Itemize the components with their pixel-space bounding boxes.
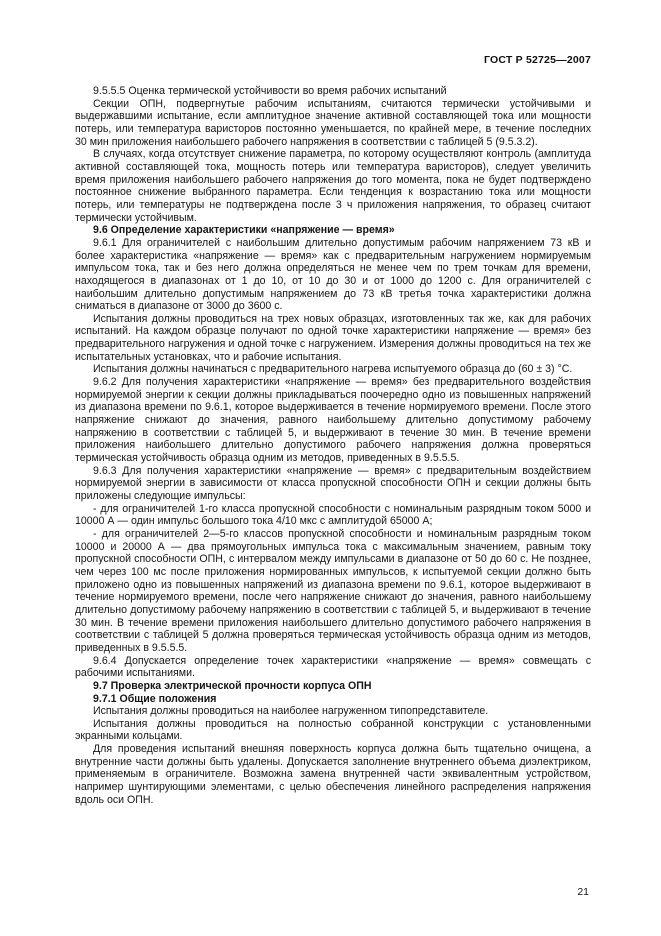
- paragraph: 9.6.1 Для ограничителей с наибольшим длительно допустимым рабочим напряжением 73 кВ и более характеристика «напряжение — время» как с предварительным нагружением нормируемым импульсом тока, так и без него должна определяться не менее чем по трем точкам для времени, находящегося в диапазонах от 1 до 10, от 10 до 30 и от 1000 до 1200 с. Для ограничителей с наибольшим длительно допустимым напряжением до 73 кВ третья точка характеристики должна сниматься в диапазоне от 3000 до 3600 с.: [75, 236, 591, 313]
- section-heading: 9.6 Определение характеристики «напряжение — время»: [93, 224, 395, 237]
- document-footer: [75, 886, 591, 898]
- paragraph: 9.6.4 Допускается определение точек характеристики «напряжение — время» совмещать с рабочими испытаниями.: [75, 654, 591, 680]
- page-number: 21: [577, 886, 589, 898]
- paragraph: Секции ОПН, подвергнутые рабочим испытаниям, считаются термически устойчивыми и выдержавшими испытание, если амплитудное значение активной составляющей тока или мощности потерь, или температура варисторов постоянно уменьшается, по крайней мере, в течение последних 30 мин приложения наибольшего рабочего напряжения в соответствии с таблицей 5 (9.5.3.2).: [75, 97, 591, 148]
- section-heading: 9.7.1 Общие положения: [93, 692, 217, 705]
- paragraph: Испытания должны проводиться на полностью собранной конструкции с установленными экранными кольцами.: [75, 717, 591, 743]
- paragraph: 9.6.2 Для получения характеристики «напряжение — время» без предварительного воздействия нормируемой энергии к секции должны прикладываться поочередно одно из повышенных напряжений из диапазона времени по 9.6.1, которое выдерживается в течение нормируемого времени. После этого напряжение снижают до значения, равного наибольшему длительно допустимому рабочему напряжению в соответствии с таблицей 5, и выдерживают в течение 30 мин. В течение времени приложения наибольшего длительно допустимого рабочего напряжения должна проверяться термическая устойчивость образца одним из методов, приведенных в 9.5.5.5.: [75, 376, 591, 465]
- section-heading: 9.7 Проверка электрической прочности корпуса ОПН: [93, 679, 372, 692]
- paragraph: В случаях, когда отсутствует снижение параметра, по которому осуществляют контроль (амплитуда активной составляющей тока, мощность потерь или температура варисторов), следует увеличить время приложения наибольшего рабочего напряжения до того момента, пока не будет подтверждено постоянное снижение выбранного параметра. Если тенденция к возрастанию тока или мощности потерь, или температуры не подтверждена после 3 ч приложения напряжения, то образец считают термически устойчивым.: [75, 148, 591, 224]
- document-header: [75, 54, 591, 66]
- paragraph: - для ограничителей 1-го класса пропускной способности с номинальным разрядным током 5000 и 10000 А — один импульс большого тока 4/10 мкс с амплитудой 65000 А;: [75, 502, 591, 528]
- document-content: [75, 85, 591, 806]
- paragraph: Испытания должны начинаться с предварительного нагрева испытуемого образца до (60 ± 3) °С.: [93, 363, 573, 376]
- paragraph: Испытания должны проводиться на трех новых образцах, изготовленных так же, как для рабочих испытаний. На каждом образце получают по одной точке характеристики напряжение — время» без предварительного нагружения и одной точке с нагружением. Измерения должны проводиться на тех же испытательных установках, что и рабочие испытания.: [75, 312, 591, 363]
- paragraph: - для ограничителей 2—5-го классов пропускной способности и номинальным разрядным током 10000 и 20000 А — два прямоугольных импульса тока с максимальным значением, равным току пропускной способности ОПН, с интервалом между импульсами в диапазоне от 50 до 60 с. Не позднее, чем через 100 мс после приложения нормированных импульсов, к испытуемой секции должно быть приложено одно из повышенных напряжений из диапазона времени по 9.6.1, которое выдерживают в течение нормируемого времени, после чего напряжение снижают до значения, равного наибольшему длительно допустимому рабочему напряжению в соответствии с таблицей 5, и выдерживают в течение 30 мин. В течение времени приложения наибольшего длительно допустимого рабочего напряжения в соответствии с таблицей 5 должна проверяться термическая устойчивость образца одним из методов, приведенных в 9.5.5.5.: [75, 527, 591, 654]
- paragraph: Для проведения испытаний внешняя поверхность корпуса должна быть тщательно очищена, а внутренние части должны быть удалены. Допускается заполнение внутреннего объема диэлектриком, применяемым в ограничителе. Возможна замена внутренней части эквивалентным устройством, например шунтирующими элементами, с целью обеспечения линейного распределения напряжения вдоль оси ОПН.: [75, 743, 591, 806]
- paragraph: 9.6.3 Для получения характеристики «напряжение — время» с предварительным воздействием нормируемой энергии в зависимости от класса пропускной способности ОПН и секции должны быть приложены следующие импульсы:: [75, 464, 591, 502]
- paragraph: Испытания должны проводиться на наиболее нагруженном типопредставителе.: [93, 705, 489, 718]
- document-number: ГОСТ Р 52725—2007: [483, 54, 591, 66]
- paragraph: 9.5.5.5 Оценка термической устойчивости во время рабочих испытаний: [93, 85, 447, 97]
